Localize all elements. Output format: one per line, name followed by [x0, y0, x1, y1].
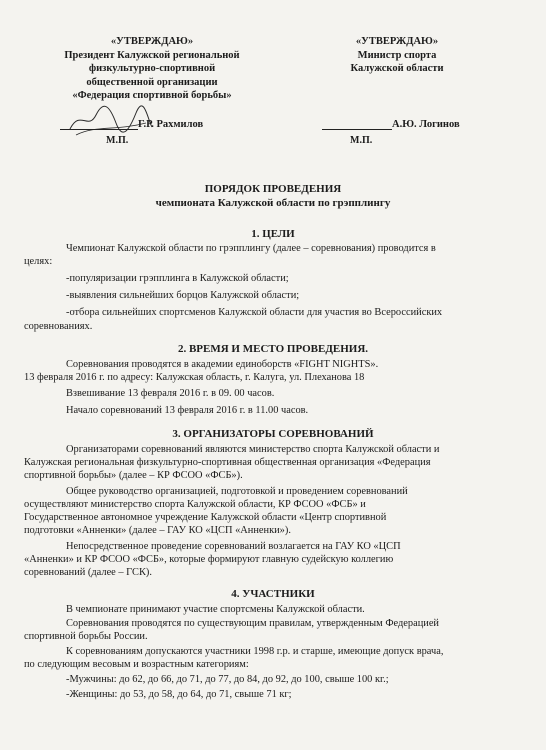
participants-line2: Соревнования проводятся по существующим правилам, утвержденным Федерацией — [66, 618, 439, 629]
approval-left — [52, 35, 252, 103]
goals-intro-line1: Чемпионат Калужской области по грэпплингу (далее – соревнования) проводится в — [66, 243, 436, 254]
document-title — [0, 182, 546, 210]
title-sub: чемпионата Калужской области по грэпплингу — [155, 197, 391, 209]
participants-line4: К соревнованиям допускаются участники 1998 г.р. и старше, имеющие допуск врача, — [66, 646, 444, 657]
title-main: ПОРЯДОК ПРОВЕДЕНИЯ — [204, 183, 342, 195]
organizers-p2-line1: Общее руководство организацией, подготовкой и проведением соревнований — [66, 486, 408, 497]
stamp-left-label: М.П. — [106, 135, 129, 146]
time-place-line1: Соревнования проводятся в академии единоборств «FIGHT NIGHTS». — [66, 359, 379, 370]
participants-line7: -Женщины: до 53, до 58, до 64, до 71, свыше 71 кг; — [66, 689, 292, 700]
time-place-line2: 13 февраля 2016 г. по адресу: Калужская область, г. Калуга, ул. Плеханова 18 — [24, 372, 365, 383]
time-place-line3: Взвешивание 13 февраля 2016 г. в 09. 00 часов. — [66, 388, 275, 399]
signature-right — [322, 119, 492, 130]
organizers-p1-line2: Калужская региональная физкультурно-спортивная общественная организация «Федерация — [24, 457, 431, 468]
approval-left-line2: физкультурно-спортивной — [88, 63, 216, 74]
organizers-p1-line3: спортивной борьбы» (далее – КР ФСОО «ФСБ»). — [24, 470, 243, 481]
goals-intro-line2: целях: — [24, 256, 53, 267]
goals-item3-line1: -отбора сильнейших спортсменов Калужской области для участия во Всероссийских — [66, 307, 443, 318]
signature-left — [60, 119, 260, 130]
approval-right-line1: Министр спорта — [357, 49, 437, 61]
approval-right — [322, 35, 472, 76]
organizers-p2-line3: Государственное автономное учреждение Калужской области «Центр спортивной — [24, 512, 387, 523]
approval-right-line2: Калужской области — [350, 63, 444, 74]
approval-blocks — [0, 35, 546, 155]
approval-left-line4: «Федерация спортивной борьбы» — [72, 90, 232, 101]
section-goals-heading: 1. ЦЕЛИ — [251, 228, 295, 240]
participants-line1: В чемпионате принимают участие спортсмены Калужской области. — [66, 604, 365, 615]
signer-right: А.Ю. Логинов — [392, 119, 460, 130]
section-participants-heading: 4. УЧАСТНИКИ — [231, 588, 315, 600]
organizers-p1-line1: Организаторами соревнований являются министерство спорта Калужской области и — [66, 444, 440, 455]
signature-right-line — [322, 119, 392, 130]
approval-left-heading: «УТВЕРЖДАЮ» — [110, 36, 194, 47]
section-time-place-heading: 2. ВРЕМЯ И МЕСТО ПРОВЕДЕНИЯ. — [177, 343, 369, 355]
organizers-p3-line3: соревнований (далее – ГСК). — [24, 567, 152, 578]
stamp-right-label: М.П. — [350, 135, 373, 146]
organizers-p3-line1: Непосредственное проведение соревнований возлагается на ГАУ КО «ЦСП — [66, 541, 401, 552]
section-organizers-heading: 3. ОРГАНИЗАТОРЫ СОРЕВНОВАНИЙ — [172, 428, 374, 440]
organizers-p2-line2: осуществляют министерство спорта Калужской области, КР ФСОО «ФСБ» и — [24, 499, 366, 510]
approval-left-line1: Президент Калужской региональной — [64, 49, 240, 61]
participants-line5: по следующим весовым и возрастным категориям: — [24, 659, 249, 670]
organizers-p2-line4: подготовки «Анненки» (далее – ГАУ КО «ЦСП «Анненки»). — [24, 525, 291, 536]
goals-item2: -выявления сильнейших борцов Калужской области; — [66, 290, 300, 301]
organizers-p3-line2: «Анненки» и КР ФСОО «ФСБ», которые формируют главную судейскую коллегию — [24, 554, 394, 565]
participants-line6: -Мужчины: до 62, до 66, до 71, до 77, до 84, до 92, до 100, свыше 100 кг.; — [66, 674, 389, 685]
goals-item1: -популяризации грэпплинга в Калужской области; — [66, 273, 289, 284]
approval-right-heading: «УТВЕРЖДАЮ» — [355, 36, 439, 47]
signer-left: Г.Р. Рахмилов — [138, 119, 204, 130]
time-place-line4: Начало соревнований 13 февраля 2016 г. в 11.00 часов. — [66, 405, 309, 416]
goals-item3-line2: соревнованиях. — [24, 321, 93, 332]
participants-line3: спортивной борьбы России. — [24, 631, 148, 642]
signature-left-line — [60, 119, 138, 130]
approval-left-line3: общественной организации — [86, 76, 218, 88]
